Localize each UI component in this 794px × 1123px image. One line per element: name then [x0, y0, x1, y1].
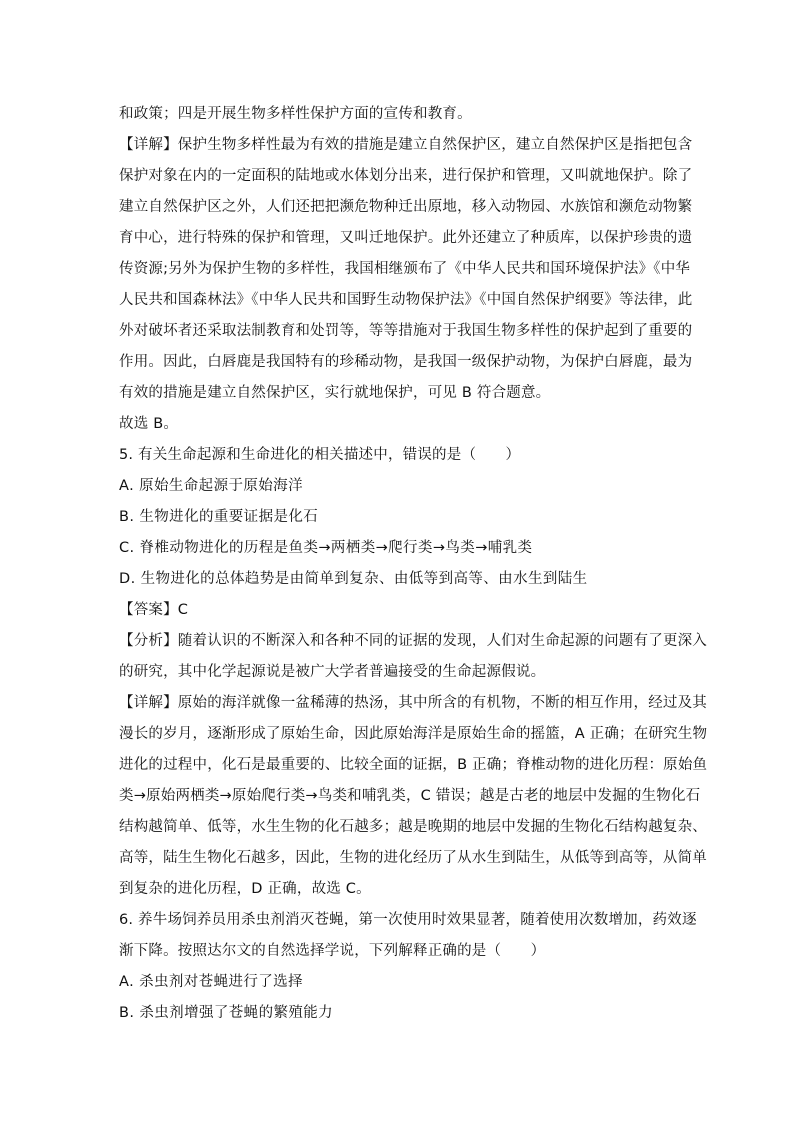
question-6-stem: 6. 养牛场饲养员用杀虫剂消灭苍蝇，第一次使用时效果显著，随着使用次数增加，药效逐: [119, 912, 697, 928]
question-5-answer: 【答案】C: [119, 602, 189, 618]
question-5-option-d: D. 生物进化的总体趋势是由简单到复杂、由低等到高等、由水生到陆生: [119, 571, 588, 587]
question-5-option-b: B. 生物进化的重要证据是化石: [119, 509, 319, 525]
question-5-explanation: 【详解】原始的海洋就像一盆稀薄的热汤，其中所含的有机物，不断的相互作用，经过及其: [119, 695, 707, 711]
question-5-analysis: 的研究，其中化学起源说是被广大学者普遍接受的生命起源假说。: [119, 664, 546, 680]
document-body: [119, 99, 708, 1029]
text-line: 建立自然保护区之外，人们还把把濒危物种迁出原地，移入动物园、水族馆和濒危动物繁: [119, 199, 693, 215]
text-line: 传资源;另外为保护生物的多样性，我国相继颁布了《中华人民共和国环境保护法》《中华: [119, 261, 691, 277]
text-line: 作用。因此，白唇鹿是我国特有的珍稀动物，是我国一级保护动物，为保护白唇鹿，最为: [119, 354, 693, 370]
text-line: 【详解】保护生物多样性最为有效的措施是建立自然保护区，建立自然保护区是指把包含: [119, 137, 693, 153]
text-line: 保护对象在内的一定面积的陆地或水体划分出来，进行保护和管理，又叫就地保护。除了: [119, 168, 693, 184]
question-5-stem: 5. 有关生命起源和生命进化的相关描述中，错误的是（ ）: [119, 447, 521, 463]
question-5-explanation: 类→原始两栖类→原始爬行类→鸟类和哺乳类，C 错误；越是古老的地层中发掘的生物化石: [119, 788, 701, 804]
text-line: 育中心，进行特殊的保护和管理，又叫迁地保护。此外还建立了种质库，以保护珍贵的遗: [119, 230, 693, 246]
text-line: 有效的措施是建立自然保护区，实行就地保护，可见 B 符合题意。: [119, 385, 551, 401]
question-5-explanation: 高等，陆生生物化石越多，因此，生物的进化经历了从水生到陆生，从低等到高等，从简单: [119, 850, 707, 866]
question-6-stem: 渐下降。按照达尔文的自然选择学说，下列解释正确的是（ ）: [119, 943, 546, 959]
question-5-option-a: A. 原始生命起源于原始海洋: [119, 478, 303, 494]
question-6-option-b: B. 杀虫剂增强了苍蝇的繁殖能力: [119, 1005, 334, 1021]
question-5-explanation: 结构越简单、低等，水生生物的化石越多；越是晚期的地层中发掘的生物化石结构越复杂、: [119, 819, 707, 835]
text-line: 和政策；四是开展生物多样性保护方面的宣传和教育。: [119, 106, 472, 122]
question-5-explanation: 到复杂的进化历程，D 正确，故选 C。: [119, 881, 371, 897]
text-line: 外对破坏者还采取法制教育和处罚等，等等措施对于我国生物多样性的保护起到了重要的: [119, 323, 693, 339]
question-5-explanation: 进化的过程中，化石是最重要的、比较全面的证据，B 正确；脊椎动物的进化历程：原始鱼: [119, 757, 708, 773]
question-5-analysis: 【分析】随着认识的不断深入和各种不同的证据的发现，人们对生命起源的问题有了更深入: [119, 633, 707, 649]
question-6-option-a: A. 杀虫剂对苍蝇进行了选择: [119, 974, 303, 990]
question-5-explanation: 漫长的岁月，逐渐形成了原始生命，因此原始海洋是原始生命的摇篮，A 正确；在研究生物: [119, 726, 708, 742]
text-line: 人民共和国森林法》《中华人民共和国野生动物保护法》《中国自然保护纲要》等法律，此: [119, 292, 693, 308]
question-5-option-c: C. 脊椎动物进化的历程是鱼类→两栖类→爬行类→鸟类→哺乳类: [119, 540, 533, 556]
answer-choice-line: 故选 B。: [119, 416, 179, 432]
